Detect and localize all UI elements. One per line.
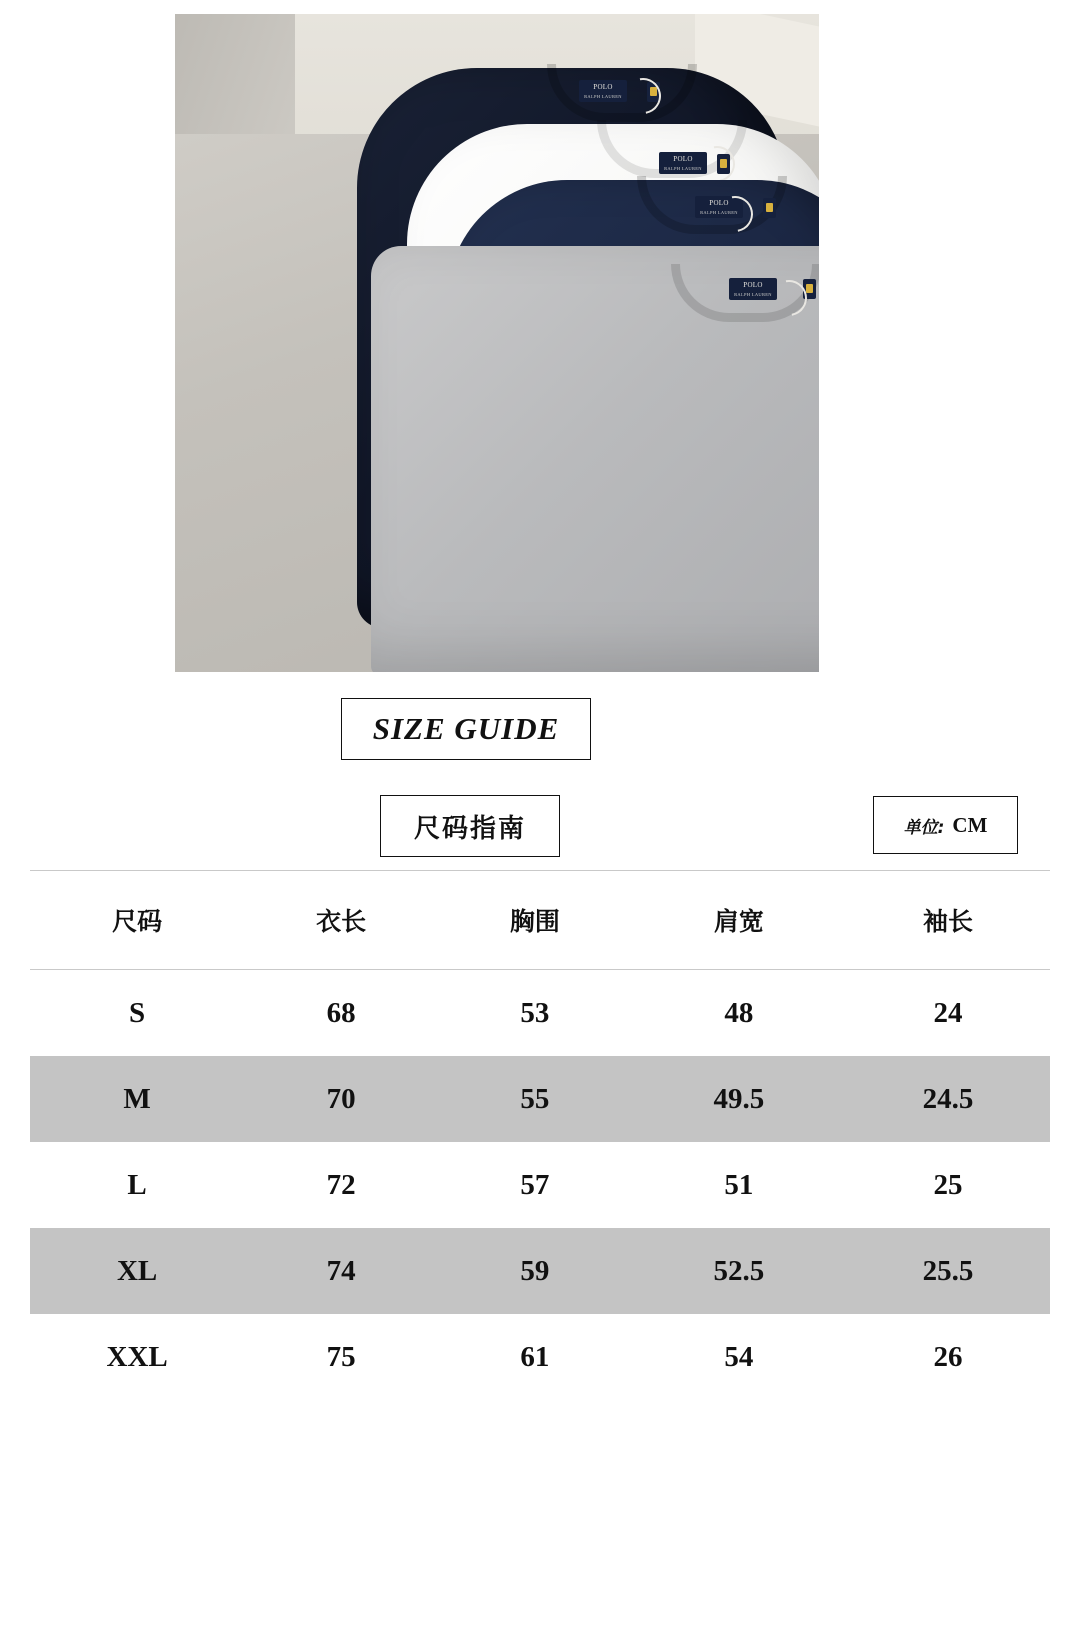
column-header-size: 尺码 (112, 907, 163, 936)
cell-size: S (129, 996, 146, 1029)
table-row (30, 1056, 1050, 1142)
table-row (30, 1314, 1050, 1400)
brand-neck-tag: POLO RALPH LAUREN (659, 152, 707, 174)
cell-length: 72 (326, 1168, 356, 1201)
size-tag (763, 198, 776, 218)
product-photo (175, 14, 819, 672)
cell-bust: 53 (520, 996, 550, 1029)
column-header-shoulder: 肩宽 (713, 907, 764, 936)
column-header-length: 衣长 (316, 907, 367, 936)
cell-length: 74 (326, 1254, 356, 1287)
size-guide-title-box (341, 698, 591, 760)
size-guide-title-en: SIZE GUIDE (372, 711, 560, 746)
brand-neck-tag: POLO RALPH LAUREN (579, 80, 627, 102)
table-row (30, 970, 1050, 1056)
size-guide-subtitle-box (380, 795, 560, 857)
unit-box (873, 796, 1018, 854)
cell-sleeve: 24.5 (922, 1082, 974, 1115)
cell-bust: 61 (520, 1340, 550, 1373)
cell-bust: 55 (520, 1082, 550, 1115)
column-header-sleeve: 袖长 (922, 907, 973, 936)
cell-shoulder: 48 (724, 996, 754, 1029)
cell-shoulder: 54 (724, 1340, 754, 1373)
cell-sleeve: 24 (933, 996, 963, 1029)
cell-shoulder: 52.5 (713, 1254, 765, 1287)
cell-size: XXL (106, 1340, 168, 1373)
unit-value: CM (952, 812, 988, 837)
size-guide-title-cn: 尺码指南 (413, 813, 526, 844)
table-row (30, 1142, 1050, 1228)
cell-sleeve: 26 (933, 1340, 963, 1373)
cell-size: XL (116, 1254, 158, 1287)
cell-sleeve: 25.5 (922, 1254, 974, 1287)
column-header-bust: 胸围 (509, 907, 560, 936)
cell-bust: 57 (520, 1168, 550, 1201)
cell-length: 75 (326, 1340, 356, 1373)
cell-length: 68 (326, 996, 356, 1029)
cell-bust: 59 (520, 1254, 550, 1287)
size-table (30, 870, 1050, 1400)
unit-label: 单位: (903, 817, 945, 838)
table-header-row (30, 870, 1050, 970)
cell-shoulder: 49.5 (713, 1082, 765, 1115)
table-row (30, 1228, 1050, 1314)
shirt-grey-front (371, 246, 819, 672)
cell-shoulder: 51 (724, 1168, 754, 1201)
cell-size: M (123, 1082, 151, 1115)
cell-sleeve: 25 (933, 1168, 963, 1201)
brand-neck-tag: POLO RALPH LAUREN (695, 196, 743, 218)
brand-neck-tag: POLO RALPH LAUREN (729, 278, 777, 300)
cell-length: 70 (326, 1082, 356, 1115)
cell-size: L (127, 1168, 147, 1201)
